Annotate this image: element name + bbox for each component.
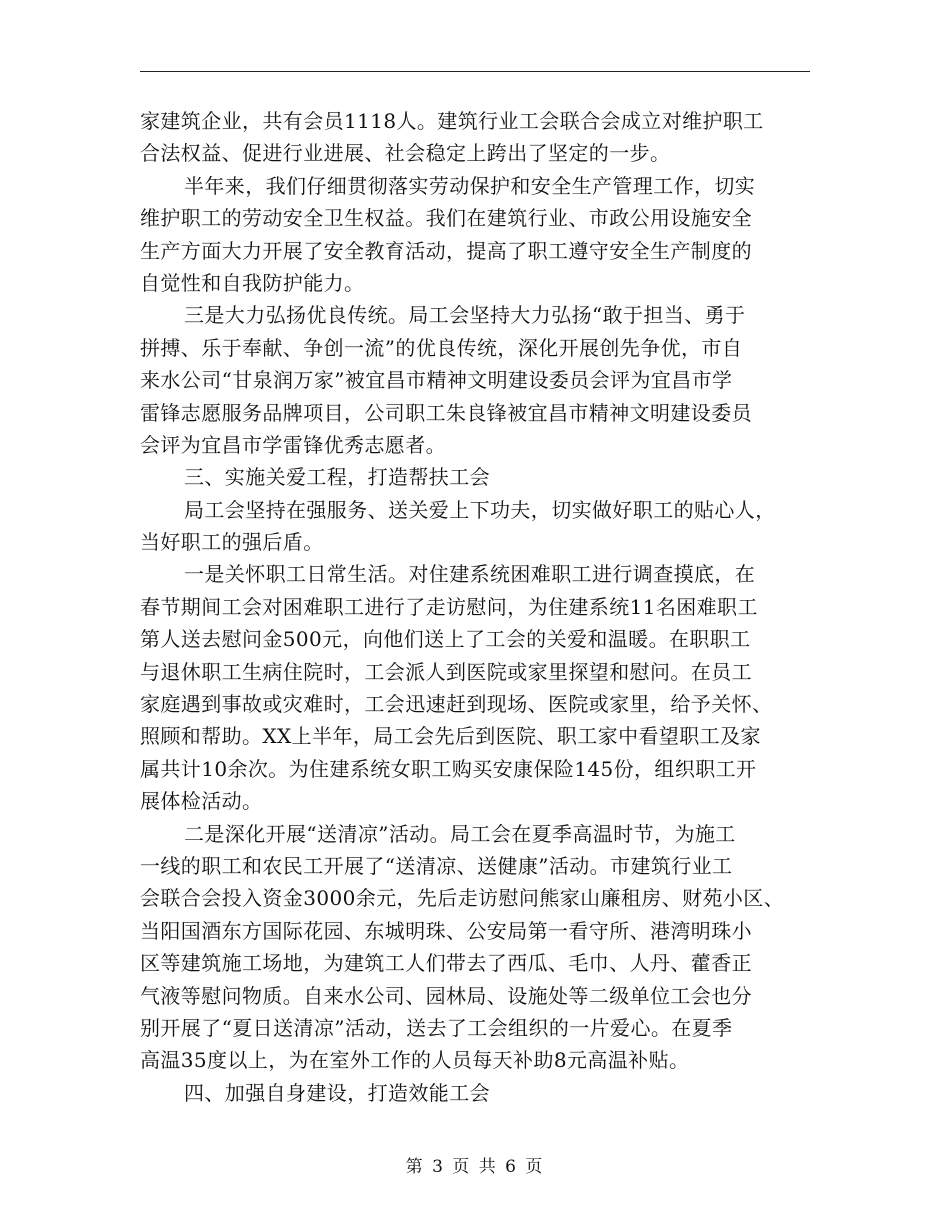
text-line: 当阳国酒东方国际花园、东城明珠、公安局第一看守所、港湾明珠小 [140,918,752,943]
text-line: 二是深化开展“送清凉”活动。局工会在夏季高温时节，为施工 [184,821,736,846]
text-line: 照顾和帮助。XX上半年，局工会先后到医院、职工家中看望职工及家 [140,724,761,749]
text-line: 春节期间工会对困难职工进行了走访慰问，为住建系统11名困难职工 [140,594,758,619]
text-line: 一是关怀职工日常生活。对住建系统困难职工进行调查摸底，在 [184,562,756,587]
text-line: 维护职工的劳动安全卫生权益。我们在建筑行业、市政公用设施安全 [140,206,752,231]
text-line: 高温35度以上，为在室外工作的人员每天补助8元高温补贴。 [140,1048,690,1073]
text-line: 展体检活动。 [140,789,263,814]
text-line: 三是大力弘扬优良传统。局工会坚持大力弘扬“敢于担当、勇于 [184,303,746,328]
text-line: 四、加强自身建设，打造效能工会 [184,1080,490,1105]
page-footer: 第 3 页 共 6 页 [405,1157,545,1177]
text-line: 会评为宜昌市学雷锋优秀志愿者。 [140,432,446,457]
text-line: 气液等慰问物质。自来水公司、园林局、设施处等二级单位工会也分 [140,983,752,1008]
text-line: 生产方面大力开展了安全教育活动，提高了职工遵守安全生产制度的 [140,238,752,263]
text-line: 局工会坚持在强服务、送关爱上下功夫，切实做好职工的贴心人， [184,497,776,522]
text-line: 合法权益、促进行业进展、社会稳定上跨出了坚定的一步。 [140,141,671,166]
text-line: 半年来，我们仔细贯彻落实劳动保护和安全生产管理工作，切实 [184,173,756,198]
text-line: 区等建筑施工场地，为建筑工人们带去了西瓜、毛巾、人丹、藿香正 [140,951,752,976]
text-line: 与退休职工生病住院时，工会派人到医院或家里探望和慰问。在员工 [140,659,752,684]
text-line: 第人送去慰问金500元，向他们送上了工会的关爱和温暖。在职职工 [140,627,751,652]
document-body [140,105,810,1109]
text-line: 三、实施关爱工程，打造帮扶工会 [184,465,490,490]
header-rule [140,71,810,72]
text-line: 自觉性和自我防护能力。 [140,270,365,295]
text-line: 拼搏、乐于奉献、争创一流”的优良传统，深化开展创先争优，市自 [140,335,743,360]
text-line: 属共计10余次。为住建系统女职工购买安康保险145份，组织职工开 [140,756,757,781]
text-line: 别开展了“夏日送清凉”活动，送去了工会组织的一片爱心。在夏季 [140,1015,733,1040]
text-line: 当好职工的强后盾。 [140,530,324,555]
text-line: 雷锋志愿服务品牌项目，公司职工朱良锋被宜昌市精神文明建设委员 [140,400,752,425]
text-line: 家庭遇到事故或灾难时，工会迅速赶到现场、医院或家里，给予关怀、 [140,692,773,717]
text-line: 家建筑企业，共有会员1118人。建筑行业工会联合会成立对维护职工 [140,109,764,133]
text-line: 一线的职工和农民工开展了“送清凉、送健康”活动。市建筑行业工 [140,853,733,878]
text-line: 来水公司“甘泉润万家”被宜昌市精神文明建设委员会评为宜昌市学 [140,368,733,393]
text-line: 会联合会投入资金3000余元，先后走访慰问熊家山廉租房、财苑小区、 [140,886,785,911]
